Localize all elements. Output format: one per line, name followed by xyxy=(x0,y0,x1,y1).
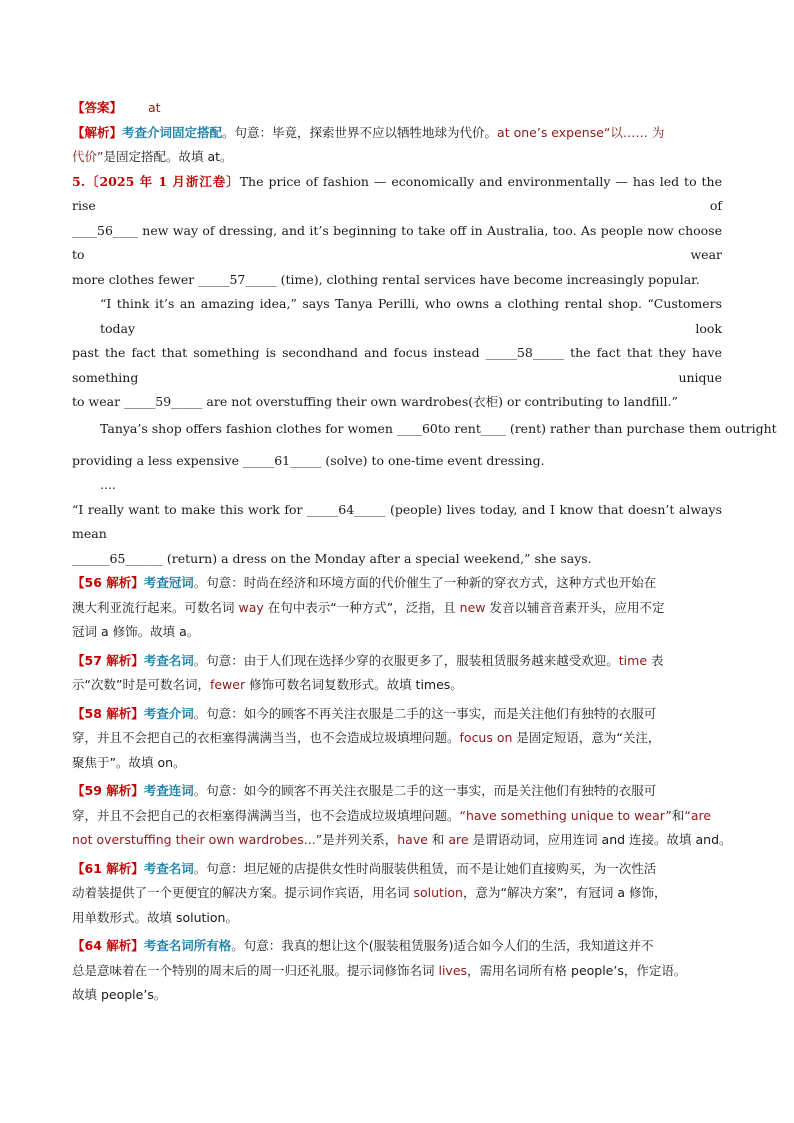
knowledge-point: 考查名词所有格 xyxy=(143,938,232,953)
passage-text: (return) a dress on the Monday after a special weekend,” she says. xyxy=(162,550,592,566)
analysis-red-text: at one’s expense“以…… 为 xyxy=(497,124,665,140)
knowledge-point: 考查冠词 xyxy=(143,575,194,590)
explanation-text: 穿，并且不会把自己的衣柜塞得满满当当，也不会造成垃圾填埋问题。 xyxy=(72,730,460,745)
explanation-64-line xyxy=(72,934,722,959)
explanation-text: 。句意：我真的想让这个(服装租赁服务)适合如今人们的生活，我知道这并不 xyxy=(231,938,654,953)
knowledge-point: 考查名词 xyxy=(143,860,194,876)
explanation-59-line xyxy=(72,779,722,804)
explanation-text: 和 xyxy=(427,832,449,847)
explanation-text: 和 xyxy=(671,807,685,823)
explanation-56-line xyxy=(72,596,722,621)
explanation-text: 澳大利亚流行起来。可数名词 xyxy=(72,599,239,615)
explanation-text: 穿，并且不会把自己的衣柜塞得满满当当，也不会造成垃圾填埋问题。 xyxy=(72,807,460,823)
passage-line xyxy=(72,390,722,415)
explanation-58-line xyxy=(72,726,722,751)
passage-text: are not overstuffing their own wardrobes(衣柜) or contributing to landfill.” xyxy=(202,394,678,409)
explanation-red-text: lives xyxy=(438,962,468,978)
passage-text: “I think it’s an amazing idea,” says Tanya Perilli, who owns a clothing rental shop. “Customers today look xyxy=(100,296,722,336)
explanation-text: 。句意：坦尼娅的店提供女性时尚服装供租赁，而不是让她们直接购买，为一次性活 xyxy=(193,860,657,876)
explanation-red-text: focus on xyxy=(459,730,513,745)
explanation-red-text: time xyxy=(618,652,648,668)
passage-text: “I really want to make this work for xyxy=(72,501,308,517)
analysis-tag: 【解析】 xyxy=(72,124,123,140)
passage-text: past the fact that something is secondhand and focus instead xyxy=(72,345,486,360)
blank-58: _____58_____ xyxy=(485,345,565,360)
passage-line xyxy=(72,449,722,474)
passage-line xyxy=(72,268,722,293)
blank-61: _____61_____ xyxy=(242,452,322,468)
knowledge-point: 考查名词 xyxy=(143,652,194,668)
explanation-tag: 【59 解析】 xyxy=(72,783,144,798)
explanation-red-text: fewer xyxy=(209,677,246,692)
analysis-text: 。句意：毕竟，探索世界不应以牺牲地球为代价。 xyxy=(222,124,498,140)
explanation-text: 。句意：由于人们现在选择少穿的衣服更多了，服装租赁服务越来越受欢迎。 xyxy=(193,652,619,668)
passage-text: new way of dressing, and it’s beginning to take off in Australia, too. As people now choose to wear xyxy=(72,222,722,262)
explanation-red-text: have xyxy=(397,832,428,847)
analysis-line-2 xyxy=(72,145,722,170)
explanation-61-line xyxy=(72,881,722,906)
explanation-red-text: new xyxy=(459,599,486,615)
knowledge-point: 考查介词 xyxy=(143,705,194,721)
explanation-text: 修饰可数名词复数形式。故填 times。 xyxy=(245,677,463,692)
passage-text: (rent) rather than purchase them outright xyxy=(505,420,777,436)
explanation-text: 。句意：时尚在经济和环境方面的代价催生了一种新的穿衣方式，这种方式也开始在 xyxy=(193,575,657,590)
passage-text: providing a less expensive xyxy=(72,452,243,468)
analysis-red-text: 代价” xyxy=(72,149,104,164)
knowledge-point: 考查连词 xyxy=(143,783,194,798)
blank-64: _____64_____ xyxy=(307,501,386,517)
explanation-red-text: way xyxy=(238,599,264,615)
analysis-line-1 xyxy=(72,121,722,146)
explanation-text: 动着装提供了一个更便宜的解决方案。提示词作宾语，用名词 xyxy=(72,885,414,900)
explanation-text: ，意为“解决方案”，有冠词 a 修饰， xyxy=(462,885,667,900)
passage-line xyxy=(72,547,722,572)
explanation-red-text: “are xyxy=(684,807,712,823)
blank-56: ____56____ xyxy=(72,222,138,238)
explanation-text: 总是意味着在一个特别的周末后的周一归还礼服。提示词修饰名词 xyxy=(72,962,439,978)
explanation-text: 故填 people’s。 xyxy=(72,987,167,1002)
passage-line xyxy=(72,415,777,443)
question-source: 5.〔2025 年 1 月浙江卷〕 xyxy=(72,173,240,189)
passage-line xyxy=(72,170,722,219)
explanation-red-text: are xyxy=(448,832,469,847)
explanation-text: 用单数形式。故填 solution。 xyxy=(72,909,238,925)
explanation-text: 。句意：如今的顾客不再关注衣服是二手的这一事实，而是关注他们有独特的衣服可 xyxy=(193,783,657,798)
explanation-58-line xyxy=(72,751,722,776)
blank-60: ____60to rent____ xyxy=(396,420,506,436)
explanation-58-line xyxy=(72,702,722,727)
explanation-text: 是谓语动词，应用连词 and 连接。故填 and。 xyxy=(468,832,732,847)
explanation-tag: 【64 解析】 xyxy=(72,938,144,953)
passage-text: The price of fashion — economically and environmentally — has led to the rise of xyxy=(72,173,723,213)
explanation-57-line xyxy=(72,673,722,698)
passage-text: (people) lives today, and I know that doesn’t always mean xyxy=(72,501,722,541)
blank-57: _____57_____ xyxy=(198,271,277,287)
passage-text: more clothes fewer xyxy=(72,271,199,287)
explanation-59-line xyxy=(72,804,722,829)
explanation-red-text: “have something unique to wear” xyxy=(459,807,672,823)
explanation-red-text: solution xyxy=(413,885,463,900)
passage-line xyxy=(72,219,722,268)
explanation-57-line xyxy=(72,649,722,674)
explanation-text: 。句意：如今的顾客不再关注衣服是二手的这一事实，而是关注他们有独特的衣服可 xyxy=(193,705,657,721)
explanation-text: 聚焦于”。故填 on。 xyxy=(72,754,186,770)
explanation-56-line xyxy=(72,571,722,596)
answer-value: at xyxy=(147,100,161,115)
answer-tag: 【答案】 xyxy=(72,100,123,115)
explanation-text: 是固定短语，意为“关注， xyxy=(512,730,661,745)
blank-59: _____59_____ xyxy=(124,394,203,409)
explanation-tag: 【56 解析】 xyxy=(72,575,144,590)
knowledge-point: 考查介词固定搭配 xyxy=(122,124,223,140)
explanation-tag: 【61 解析】 xyxy=(72,860,144,876)
explanation-56-line xyxy=(72,620,722,645)
explanation-64-line xyxy=(72,959,722,984)
explanation-text: 表 xyxy=(647,652,664,668)
explanation-61-line xyxy=(72,906,722,931)
explanation-text: 在句中表示“一种方式”，泛指，且 xyxy=(263,599,460,615)
passage-line xyxy=(72,498,722,547)
passage-line xyxy=(72,292,722,341)
explanation-text: ，需用名词所有格 people’s，作定语。 xyxy=(467,962,687,978)
passage-text: (time), clothing rental services have become increasingly popular. xyxy=(276,271,700,287)
explanation-61-line xyxy=(72,857,722,882)
explanation-tag: 【58 解析】 xyxy=(72,705,144,721)
explanation-red-text: not overstuffing their own wardrobes...” xyxy=(72,832,323,847)
explanation-tag: 【57 解析】 xyxy=(72,652,144,668)
explanation-text: 是并列关系， xyxy=(322,832,398,847)
explanation-64-line xyxy=(72,983,722,1008)
passage-ellipsis: .... xyxy=(100,477,116,492)
explanation-59-line xyxy=(72,828,732,853)
passage-line xyxy=(72,341,722,390)
document-page xyxy=(72,96,777,1008)
passage-text: (solve) to one-time event dressing. xyxy=(321,452,545,468)
analysis-text: 是固定搭配。故填 at。 xyxy=(103,149,233,164)
explanation-text: 冠词 a 修饰。故填 a。 xyxy=(72,624,200,639)
blank-65: ______65______ xyxy=(72,550,163,566)
passage-text: Tanya’s shop offers fashion clothes for women xyxy=(100,420,397,436)
passage-text: to wear xyxy=(72,394,125,409)
answer-line xyxy=(72,96,722,121)
passage-text: the fact that they have something unique xyxy=(72,345,722,385)
explanation-text: 发音以辅音音素开头，应用不定 xyxy=(485,599,665,615)
explanation-text: 示“次数”时是可数名词， xyxy=(72,677,210,692)
